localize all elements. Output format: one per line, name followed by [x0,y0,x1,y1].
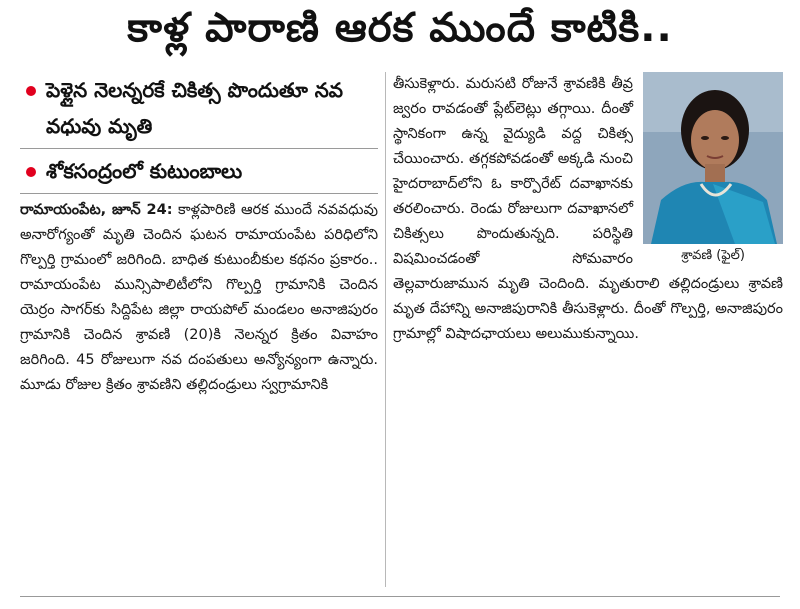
red-bullet-icon [26,86,36,96]
divider [20,148,378,149]
subheading-bullet-2 [20,153,378,189]
divider [20,193,378,194]
article-text-right: అక్కడి నుంచి హైదరాబాద్‌లోని ఓ కార్పొరేట్ దవాఖానకు తరలించారు. రెండు రోజులుగా దవాఖానలో చికిత్సలు పొందుతున్నది. పరిస్థితి విషమించడంతో సోమవారం తెల్లవారుజామున మృతి చెందింది. మృతురాలి తల్లిదండ్రులు శ్రావణి మృత దేహాన్ని అనాజిపురానికి తీసుకెళ్లారు. దీంతో గొల్పర్తి, అనాజిపురం గ్రామాల్లో విషాదఛాయలు అలుముకున్నాయి. [393,151,783,342]
photo-caption: శ్రావణి (ఫైల్) [681,248,745,263]
right-column [393,72,783,347]
red-bullet-icon [26,167,36,177]
dateline: రామాయంపేట, జూన్ 24: [20,202,173,218]
portrait-illustration [643,72,783,244]
left-column [20,72,378,398]
subheading-bullet-1 [20,72,378,144]
column-divider [385,72,386,587]
article-body-left [20,198,378,398]
portrait-photo [643,72,783,244]
subheading-text-2: శోకసంద్రంలో కుటుంబాలు [46,159,243,183]
article-text-left: కాళ్లపారిణి ఆరక ముందే నవవధువు అనారోగ్యంతో మృతి చెందిన ఘటన రామాయంపేట పరిధిలోని గొల్పర్తి గ్రామంలో జరిగింది. బాధిత కుటుంబీకుల కథనం ప్రకారం.. రామాయంపేట మున్సిపాలిటీలోని గొల్పర్తి గ్రామానికి చెందిన యెర్రం సాగర్‌కు సిద్దిపేట జిల్లా రాయపోల్ మండలం అనాజిపురం గ్రామానికి చెందిన శ్రావణి (20)కి నెలన్నర క్రితం వివాహం జరిగింది. 45 రోజులుగా నవ దంపతులు అన్యోన్యంగా ఉన్నారు. మూడు రోజుల క్రితం శ్రావణిని తల్లిదండ్రులు స్వగ్రామానికి [20,202,378,393]
subheading-text-1: పెళ్లైన నెలన్నరకే చికిత్స పొందుతూ నవ వధువు మృతి [46,78,344,138]
bottom-rule [20,596,780,597]
photo-figure [643,72,783,266]
article-text-right-wrapped: తీసుకెళ్లారు. మరుసటి రోజునే శ్రావణికి తీవ్ర జ్వరం రావడంతో ప్లేట్‌లెట్లు తగ్గాయి. దీంతో స్థానికంగా ఉన్న వైద్యుడి వద్ద చికిత్స చేయించారు. తగ్గకపోవడంతో [393,76,633,167]
headline: కాళ్ల పారాణి ఆరక ముందే కాటికి.. [127,5,673,51]
